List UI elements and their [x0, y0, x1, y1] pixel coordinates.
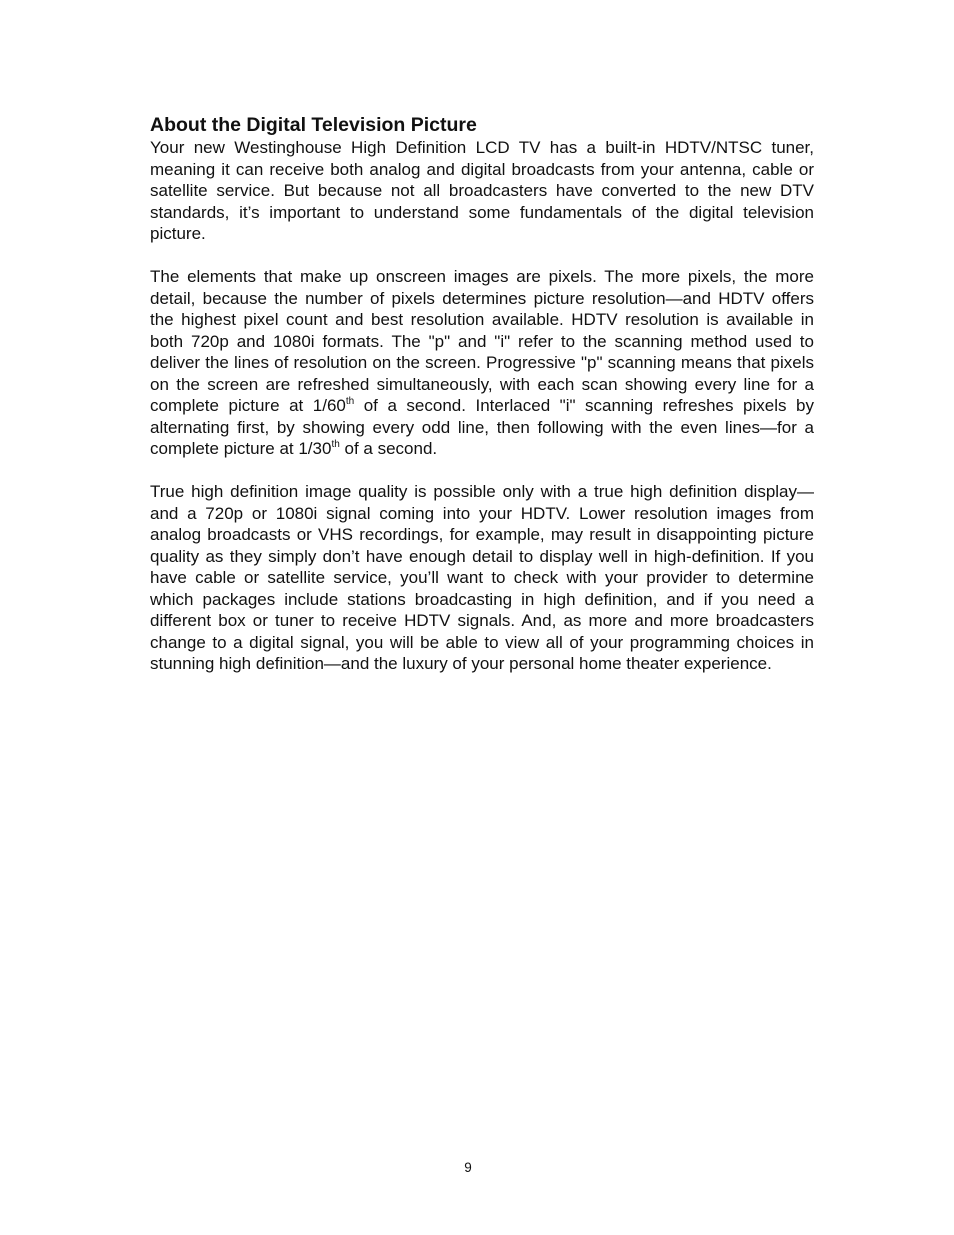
- section-heading: About the Digital Television Picture: [150, 114, 477, 136]
- superscript-th: th: [345, 396, 355, 407]
- pixels-text-c: of a second.: [339, 439, 438, 458]
- superscript-th: th: [331, 439, 340, 450]
- quality-paragraph: True high definition image quality is possible only with a true high definition display—and a 720p or 1080i signal coming into your HDTV. Lower resolution images from analog broadcasts or VHS recordings, for example, may result in disappointing picture quality as they simply don’t have enough detail to display well in high-definition. If you have cable or satellite service, you’ll want to check with your provider to determine which packages include stations broadcasting in high definition, and if you need a different box or tuner to receive HDTV signals. And, as more and more broadcasters change to a digital signal, you will be able to view all of your programming choices in stunning high definition—and the luxury of your personal home theater experience.: [150, 482, 814, 673]
- pixels-text-b: of a second. Interlaced "i" scanning refreshes pixels by alternating first, by showing every odd line, then following with the even lines—for a complete picture at 1/30: [150, 396, 814, 458]
- page-number: 9: [464, 1160, 472, 1175]
- page-content: [150, 113, 814, 696]
- pixels-text-a: The elements that make up onscreen images are pixels. The more pixels, the more detail, because the number of pixels determines picture resolution—and HDTV offers the highest pixel count and best resolution available. HDTV resolution is available in both 720p and 1080i formats. The "p" and "i" refer to the scanning method used to deliver the lines of resolution on the screen. Progressive "p" scanning means that pixels on the screen are refreshed simultaneously, with each scan showing every line for a complete picture at 1/60: [150, 267, 814, 415]
- intro-paragraph: Your new Westinghouse High Definition LCD TV has a built-in HDTV/NTSC tuner, meaning it can receive both analog and digital broadcasts from your antenna, cable or satellite service. But because not all broadcasters have converted to the new DTV standards, it’s important to understand some fundamentals of the digital television picture.: [150, 138, 814, 243]
- pixels-paragraph: [150, 266, 814, 460]
